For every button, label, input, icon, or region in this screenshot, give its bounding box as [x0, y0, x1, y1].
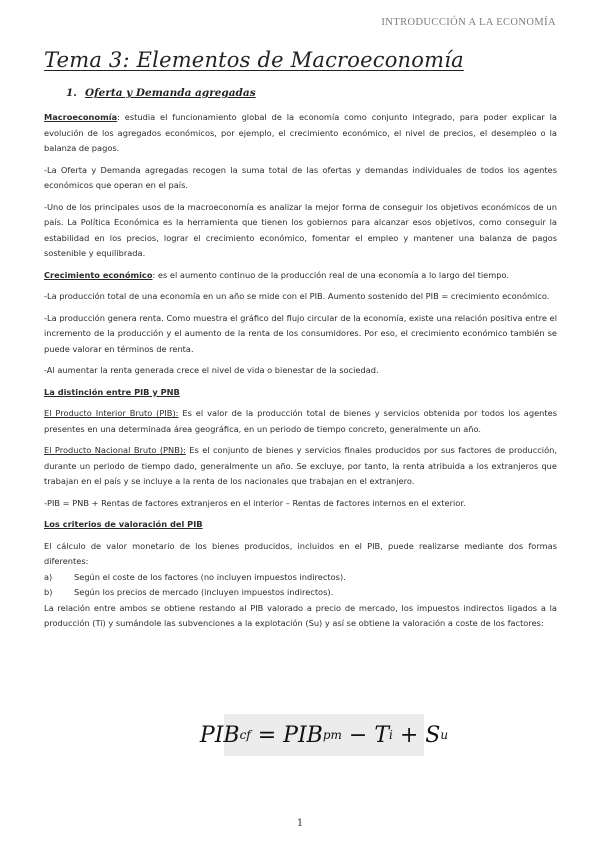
- term-pib: El Producto Interior Bruto (PIB):: [44, 408, 179, 418]
- term-crecimiento: Crecimiento económico: [44, 269, 153, 280]
- term-macroeconomia: Macroeconomía: [44, 112, 118, 122]
- paragraph-criterios-closing: La relación entre ambos se obtiene restando al PIB valorado a precio de mercado, los impuestos indirectos ligados a la producción (Ti) y sumándole las subvenciones a la explotación (Su) y así se obtiene la valoración a coste de los factores:: [44, 602, 557, 628]
- term-pnb: El Producto Nacional Bruto (PNB):: [44, 445, 186, 455]
- paragraph-renta: -La producción genera renta. Como muestra el gráfico del flujo circular de la economía, existe una relación positiva entre el incremento de la producción y el aumento de la renta de los consumidores. Por eso, el crecimiento económico también se puede valorar en términos de renta.: [44, 312, 557, 354]
- paragraph-oferta: -La Oferta y Demanda agregadas recogen la suma total de las ofertas y demandas individuales de todos los agentes económicos que operan en el país.: [44, 164, 557, 190]
- paragraph-pib: El Producto Interior Bruto (PIB): Es el valor de la producción total de bienes y servicios obtenida por todos los agentes presentes en una determinada área geográfica, en un periodo de tiempo concreto, generalmente un año.: [44, 408, 557, 434]
- section-heading: [66, 87, 256, 99]
- running-header: INTRODUCCIÓN A LA ECONOMÍA: [381, 17, 556, 28]
- paragraph-pib-relation: -PIB = PNB + Rentas de factores extranjeros en el interior – Rentas de factores internos en el exterior.: [44, 497, 466, 508]
- document-body: [44, 110, 557, 638]
- formula-pib-cf: PIB cf = PIB pm − T i + S u: [224, 714, 424, 756]
- list-item: [44, 570, 557, 586]
- paragraph-usos: -Uno de los principales usos de la macroeconomía es analizar la mejor forma de conseguir los objetivos económicos de un país. La Política Económica es la herramienta que tienen los gobiernos para alcanzar esos objetivos, como conseguir la estabilidad en los precios, lograr el crecimiento económico, fomentar el empleo y mantener una balanza de pagos sostenible y equilibrada.: [44, 201, 557, 258]
- subheading-pib-pnb: La distinción entre PIB y PNB: [44, 386, 180, 397]
- list-marker: b): [44, 587, 53, 597]
- list-item-text: Según los precios de mercado (incluyen impuestos indirectos).: [74, 587, 334, 597]
- section-title: Oferta y Demanda agregadas: [84, 87, 256, 99]
- paragraph-macroeconomia: Macroeconomía: estudia el funcionamiento global de la economía como conjunto integrado, para poder explicar la evolución de los agregados económicos, por ejemplo, el crecimiento económico, el nivel de precios, el desempleo o la balanza de pagos.: [44, 112, 557, 153]
- paragraph-crecimiento: Crecimiento económico: es el aumento continuo de la producción real de una economía a lo largo del tiempo.: [44, 269, 510, 280]
- list-marker: a): [44, 571, 53, 582]
- paragraph-produccion: -La producción total de una economía en un año se mide con el PIB. Aumento sostenido del PIB = crecimiento económico.: [44, 291, 550, 301]
- document-title: Tema 3: Elementos de Macroeconomía: [44, 48, 464, 72]
- list-item: [44, 585, 557, 601]
- paragraph-pnb: El Producto Nacional Bruto (PNB): Es el conjunto de bienes y servicios finales producidos por sus factores de producción, durante un periodo de tiempo dado, generalmente un año. Se excluye, por tanto, la renta atribuida a los extranjeros que trabajan en el país y se incluye a la renta de los nacionales que trabajan en el extranjero.: [44, 445, 557, 486]
- paragraph-criterios-intro: El cálculo de valor monetario de los bienes producidos, incluidos en el PIB, puede realizarse mediante dos formas diferentes:: [44, 540, 557, 566]
- list-item-text: Según el coste de los factores (no incluyen impuestos indirectos).: [74, 571, 346, 582]
- section-number: 1.: [66, 87, 77, 99]
- page-number: 1: [296, 818, 304, 829]
- paragraph-bienestar: -Al aumentar la renta generada crece el nivel de vida o bienestar de la sociedad.: [44, 365, 379, 375]
- subheading-criterios: Los criterios de valoración del PIB: [44, 519, 203, 529]
